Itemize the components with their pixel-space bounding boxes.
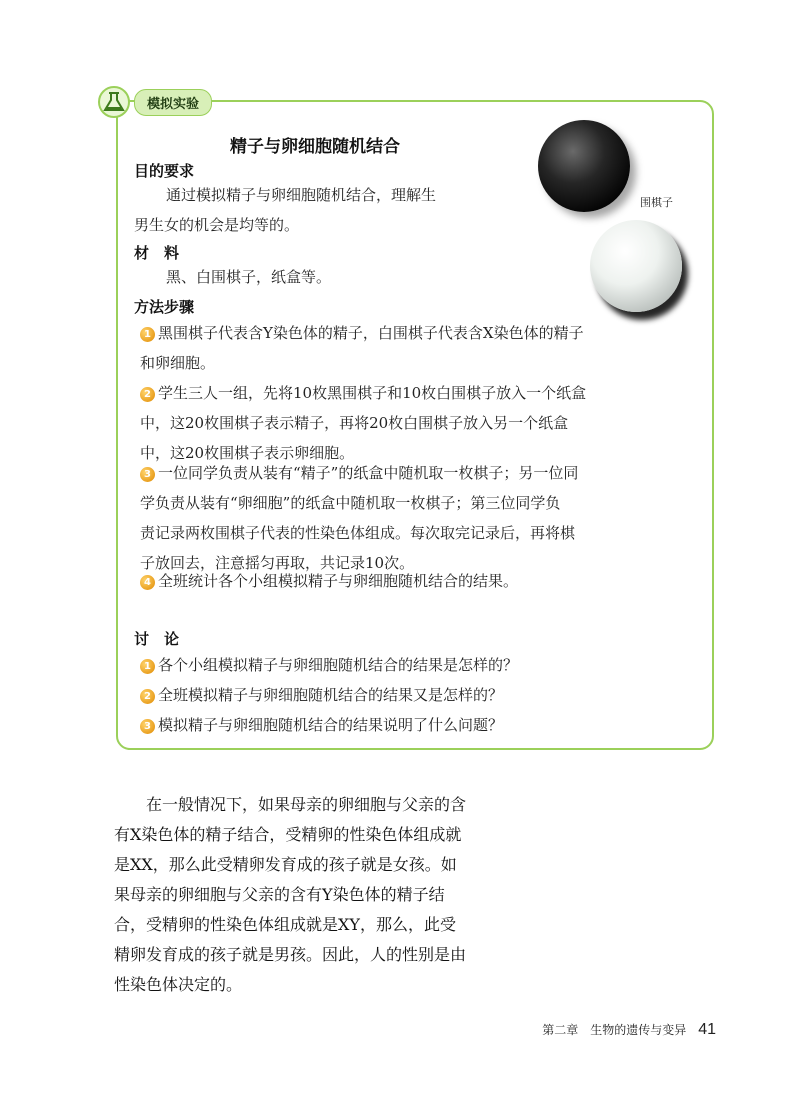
section-tag [96,84,212,120]
discussion-item-1 [140,650,702,680]
paragraph-line: 是XX，那么此受精卵发育成的孩子就是女孩。如 [114,855,457,874]
page-number: 41 [698,1021,716,1038]
experiment-title: 精子与卵细胞随机结合 [230,137,400,157]
purpose-line-2: 男生女的机会是均等的。 [134,216,300,234]
section-tag-label: 模拟实验 [134,89,212,116]
beaker-icon [96,84,132,120]
method-heading: 方法步骤 [134,298,195,316]
step-number-badge: 4 [140,575,155,590]
paragraph-line: 合，受精卵的性染色体组成就是XY，那么，此受 [114,915,456,934]
discussion-text: 模拟精子与卵细胞随机结合的结果说明了什么问题？ [158,716,504,734]
step-text: 中，这20枚围棋子表示卵细胞。 [140,444,355,462]
paragraph-line: 在一般情况下，如果母亲的卵细胞与父亲的含 [146,795,467,814]
discussion-item-3 [140,710,702,740]
white-go-stone [590,220,682,312]
discussion-heading: 讨 论 [134,630,180,648]
step-number-badge: 2 [140,387,155,402]
purpose-line-1: 通过模拟精子与卵细胞随机结合，理解生 [166,186,437,204]
method-step-4 [140,566,702,596]
discussion-text: 全班模拟精子与卵细胞随机结合的结果又是怎样的？ [158,686,504,704]
discussion-number-badge: 2 [140,689,155,704]
step-text: 和卵细胞。 [140,354,216,372]
method-step-1 [140,318,702,378]
paragraph-line: 有X染色体的精子结合，受精卵的性染色体组成就 [114,825,462,844]
step-text: 子放回去，注意摇匀再取，共记录10次。 [140,554,415,572]
paragraph-line: 精卵发育成的孩子就是男孩。因此，人的性别是由 [114,945,467,964]
method-step-2 [140,378,702,468]
black-go-stone [538,120,630,212]
discussion-number-badge: 1 [140,659,155,674]
figure-caption: 围棋子 [640,196,673,209]
purpose-heading: 目的要求 [134,162,195,180]
step-text: 黑围棋子代表含Y染色体的精子，白围棋子代表含X染色体的精子 [158,324,584,342]
discussion-item-2 [140,680,702,710]
step-text: 一位同学负责从装有“精子”的纸盒中随机取一枚棋子；另一位同 [158,464,579,482]
page-footer [542,1021,716,1039]
step-number-badge: 1 [140,327,155,342]
step-text: 学生三人一组，先将10枚黑围棋子和10枚白围棋子放入一个纸盒 [158,384,587,402]
chapter-title: 第二章 生物的遗传与变异 [542,1023,687,1037]
method-step-3 [140,458,702,578]
step-text: 学负责从装有“卵细胞”的纸盒中随机取一枚棋子；第三位同学负 [140,494,561,512]
step-text: 全班统计各个小组模拟精子与卵细胞随机结合的结果。 [158,572,519,590]
step-text: 中，这20枚围棋子表示精子，再将20枚白围棋子放入另一个纸盒 [140,414,569,432]
step-text: 责记录两枚围棋子代表的性染色体组成。每次取完记录后，再将棋 [140,524,576,542]
step-number-badge: 3 [140,467,155,482]
paragraph-line: 果母亲的卵细胞与父亲的含有Y染色体的精子结 [114,885,445,904]
materials-heading: 材 料 [134,244,180,262]
paragraph-line: 性染色体决定的。 [114,975,243,994]
discussion-number-badge: 3 [140,719,155,734]
main-paragraph [114,790,530,1000]
discussion-text: 各个小组模拟精子与卵细胞随机结合的结果是怎样的？ [158,656,519,674]
materials-text: 黑、白围棋子，纸盒等。 [166,268,332,286]
